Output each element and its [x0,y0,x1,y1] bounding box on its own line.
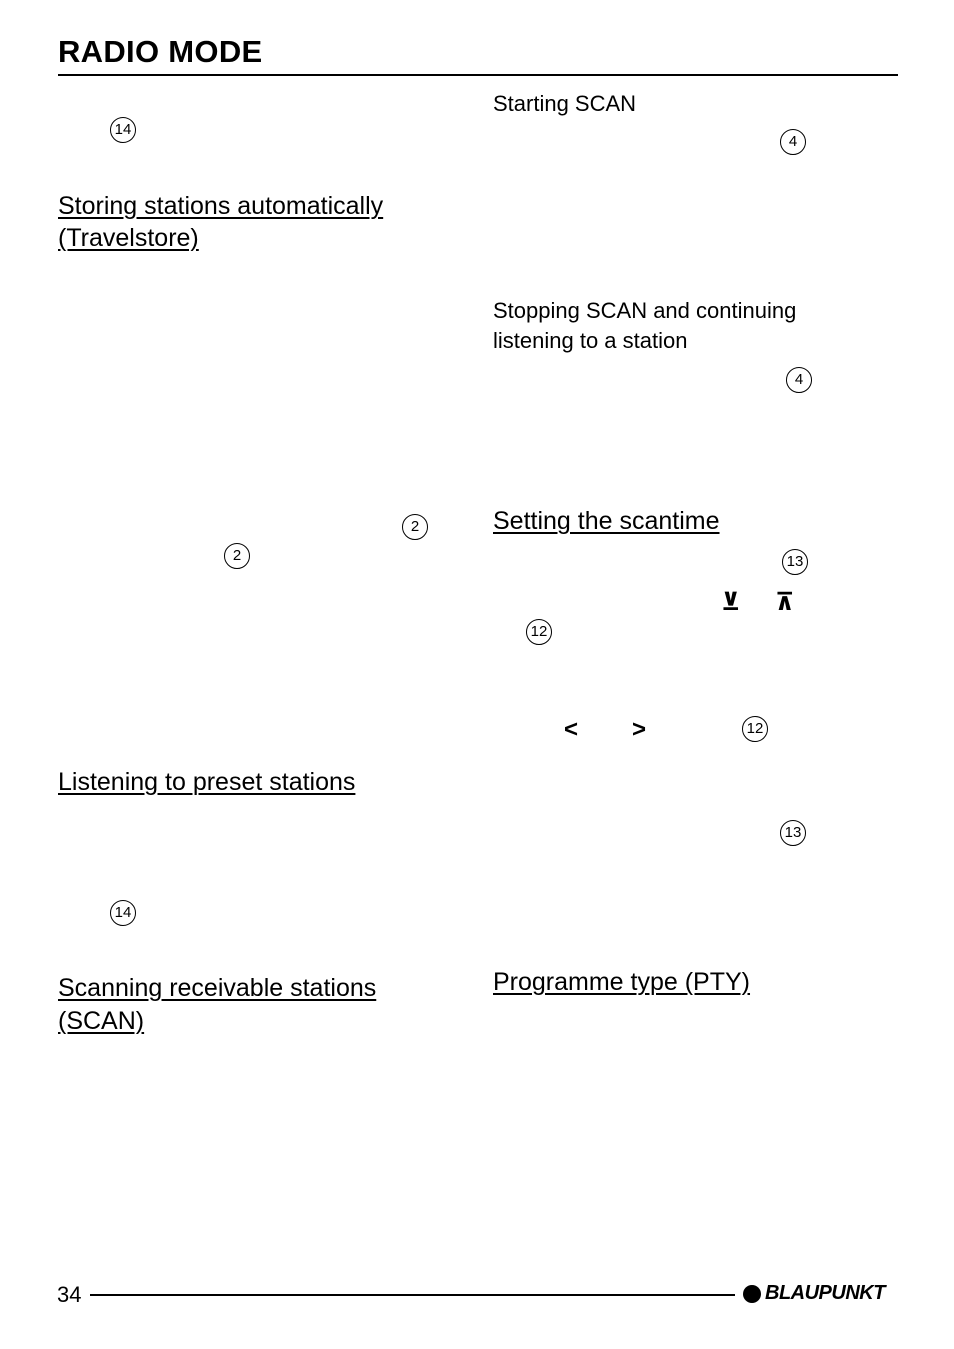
page-number: 34 [57,1282,82,1307]
heading-travelstore-line1: Storing stations automatically [58,192,384,220]
heading-starting-scan: Starting SCAN [493,91,637,116]
brand-name: BLAUPUNKT [765,1282,885,1304]
footer-divider [90,1294,735,1296]
arrow-down-key-icon: ⊻ [721,589,741,616]
button-ref-2-icon: 2 [402,514,428,540]
button-ref-4-icon: 4 [780,129,806,155]
button-ref-14-icon: 14 [110,117,136,143]
button-ref-13-icon: 13 [782,549,808,575]
page-title: RADIO MODE [58,34,263,69]
heading-travelstore-line2: (Travelstore) [58,224,199,252]
heading-scan-line1: Scanning receivable stations [58,974,377,1002]
heading-stopping-scan-line2: listening to a station [493,328,688,353]
arrow-right-key-icon: > [632,716,647,743]
button-ref-4-icon: 4 [786,367,812,393]
button-ref-2-icon: 2 [224,543,250,569]
heading-preset-stations: Listening to preset stations [58,768,356,796]
heading-scan-line2: (SCAN) [58,1007,145,1035]
button-ref-12-icon: 12 [742,716,768,742]
brand-logo [743,1282,885,1305]
arrow-up-key-icon: ⊼ [775,589,795,616]
brand-dot-icon [743,1285,761,1303]
button-ref-14-icon: 14 [110,900,136,926]
heading-stopping-scan-line1: Stopping SCAN and continuing [493,298,797,323]
button-ref-13-icon: 13 [780,820,806,846]
heading-scantime: Setting the scantime [493,507,720,535]
arrow-left-key-icon: < [564,716,579,743]
heading-programme-type: Programme type (PTY) [493,968,751,996]
button-ref-12-icon: 12 [526,619,552,645]
title-divider [58,74,898,76]
